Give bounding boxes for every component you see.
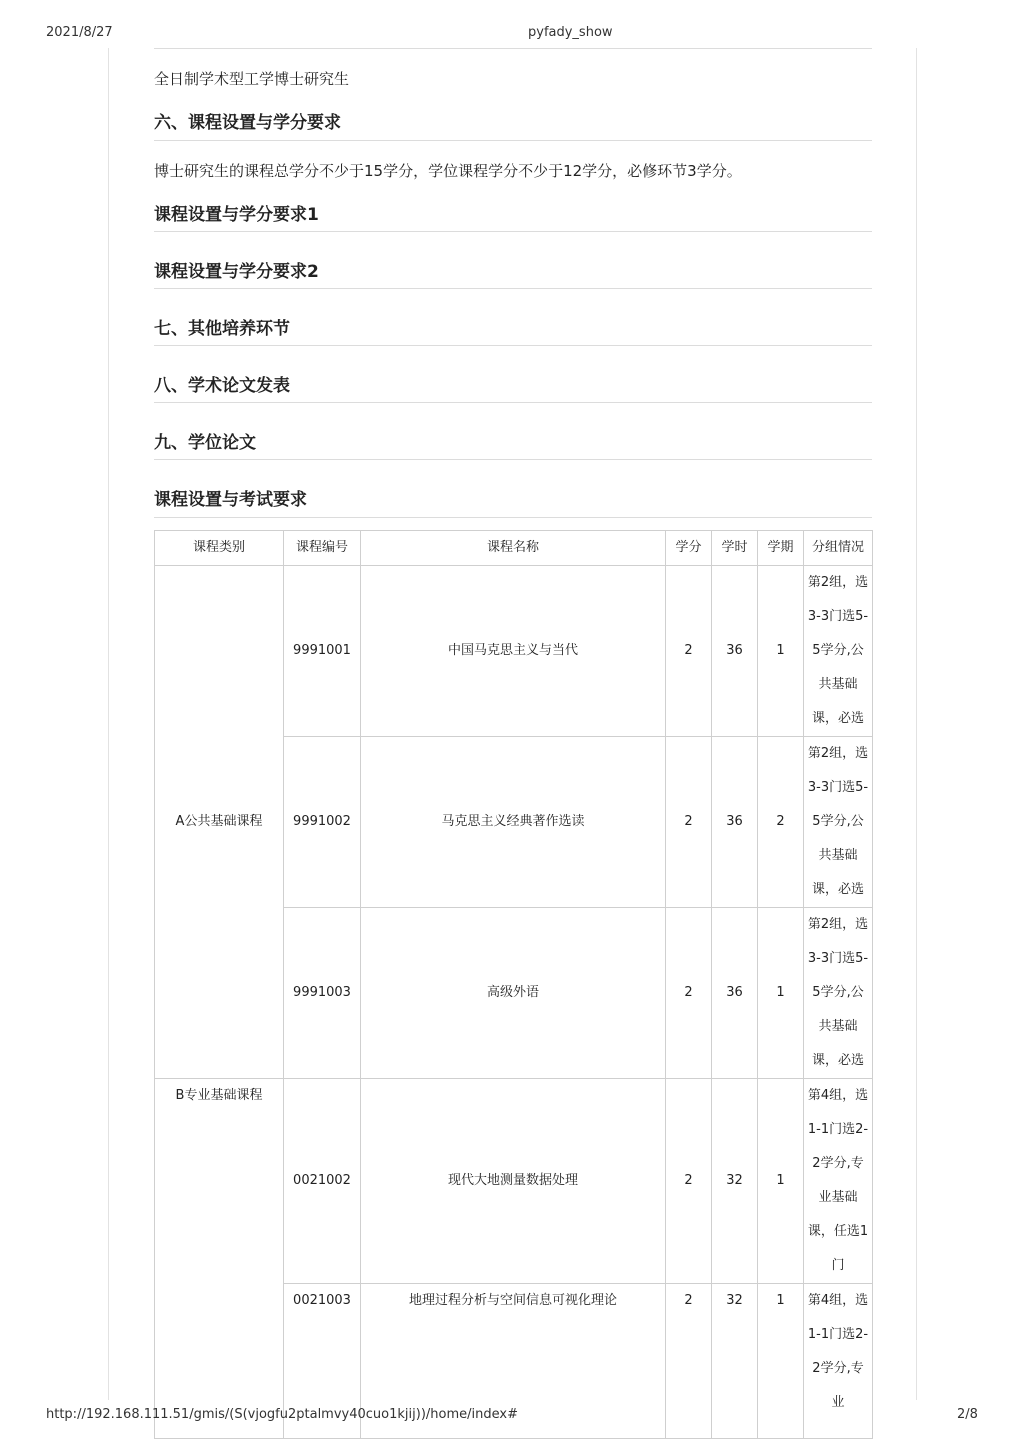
col-header-name: 课程名称 [361, 531, 666, 566]
print-date: 2021/8/27 [46, 25, 113, 40]
section8-heading [154, 371, 872, 396]
left-border [108, 48, 109, 1400]
hours-cell: 32 [712, 1079, 758, 1284]
term-cell: 1 [758, 1284, 804, 1439]
credit-cell: 2 [666, 908, 712, 1079]
code-cell: 9991003 [284, 908, 361, 1079]
subheading-2-title: 课程设置与学分要求2 [154, 262, 319, 282]
exam-heading-title: 课程设置与考试要求 [154, 490, 307, 510]
table-row [155, 1079, 873, 1284]
hours-cell: 36 [712, 737, 758, 908]
section8-title: 八、学术论文发表 [154, 376, 290, 396]
page-number: 2/8 [957, 1407, 978, 1422]
name-cell: 地理过程分析与空间信息可视化理论 [361, 1284, 666, 1439]
code-cell: 0021002 [284, 1079, 361, 1284]
table-header-row [155, 531, 873, 566]
section6-title: 六、课程设置与学分要求 [154, 113, 341, 133]
code-cell: 0021003 [284, 1284, 361, 1439]
col-header-code: 课程编号 [284, 531, 361, 566]
section6-heading [154, 108, 872, 133]
col-header-hours: 学时 [712, 531, 758, 566]
section9-heading [154, 428, 872, 453]
name-cell: 现代大地测量数据处理 [361, 1079, 666, 1284]
category-cell: B专业基础课程 [155, 1079, 284, 1439]
intro-text: 全日制学术型工学博士研究生 [154, 70, 350, 88]
col-header-term: 学期 [758, 531, 804, 566]
document-body [154, 48, 872, 1410]
code-cell: 9991001 [284, 566, 361, 737]
subheading-1-title: 课程设置与学分要求1 [154, 205, 319, 225]
term-cell: 1 [758, 908, 804, 1079]
hours-cell: 36 [712, 566, 758, 737]
group-cell: 第2组，选3-3门选5-5学分,公共基础课，必选 [804, 908, 873, 1079]
section9-title: 九、学位论文 [154, 433, 256, 453]
section7-heading [154, 314, 872, 339]
group-cell: 第4组，选1-1门选2-2学分,专业 [804, 1284, 873, 1439]
term-cell: 1 [758, 1079, 804, 1284]
table-row [155, 566, 873, 737]
group-cell: 第2组，选3-3门选5-5学分,公共基础课，必选 [804, 566, 873, 737]
term-cell: 1 [758, 566, 804, 737]
term-cell: 2 [758, 737, 804, 908]
hours-cell: 36 [712, 908, 758, 1079]
credit-cell: 2 [666, 566, 712, 737]
col-header-credit: 学分 [666, 531, 712, 566]
category-cell: A公共基础课程 [155, 566, 284, 1079]
right-border [916, 48, 917, 1400]
name-cell: 马克思主义经典著作选读 [361, 737, 666, 908]
section6-text: 博士研究生的课程总学分不少于15学分，学位课程学分不少于12学分，必修环节3学分。 [154, 162, 742, 180]
print-title: pyfady_show [528, 25, 613, 40]
hours-cell: 32 [712, 1284, 758, 1439]
subheading-2 [154, 257, 872, 282]
col-header-group: 分组情况 [804, 531, 873, 566]
credit-cell: 2 [666, 1079, 712, 1284]
exam-heading [154, 485, 872, 510]
code-cell: 9991002 [284, 737, 361, 908]
credit-cell: 2 [666, 737, 712, 908]
top-divider [154, 48, 872, 49]
group-cell: 第2组，选3-3门选5-5学分,公共基础课，必选 [804, 737, 873, 908]
name-cell: 中国马克思主义与当代 [361, 566, 666, 737]
col-header-category: 课程类别 [155, 531, 284, 566]
course-table [154, 530, 873, 1439]
subheading-1 [154, 200, 872, 225]
credit-cell: 2 [666, 1284, 712, 1439]
section7-title: 七、其他培养环节 [154, 319, 290, 339]
name-cell: 高级外语 [361, 908, 666, 1079]
group-cell: 第4组，选1-1门选2-2学分,专业基础课，任选1门 [804, 1079, 873, 1284]
print-url: http://192.168.111.51/gmis/(S(vjogfu2ptalmvy40cuo1kjij))/home/index# [46, 1407, 518, 1422]
